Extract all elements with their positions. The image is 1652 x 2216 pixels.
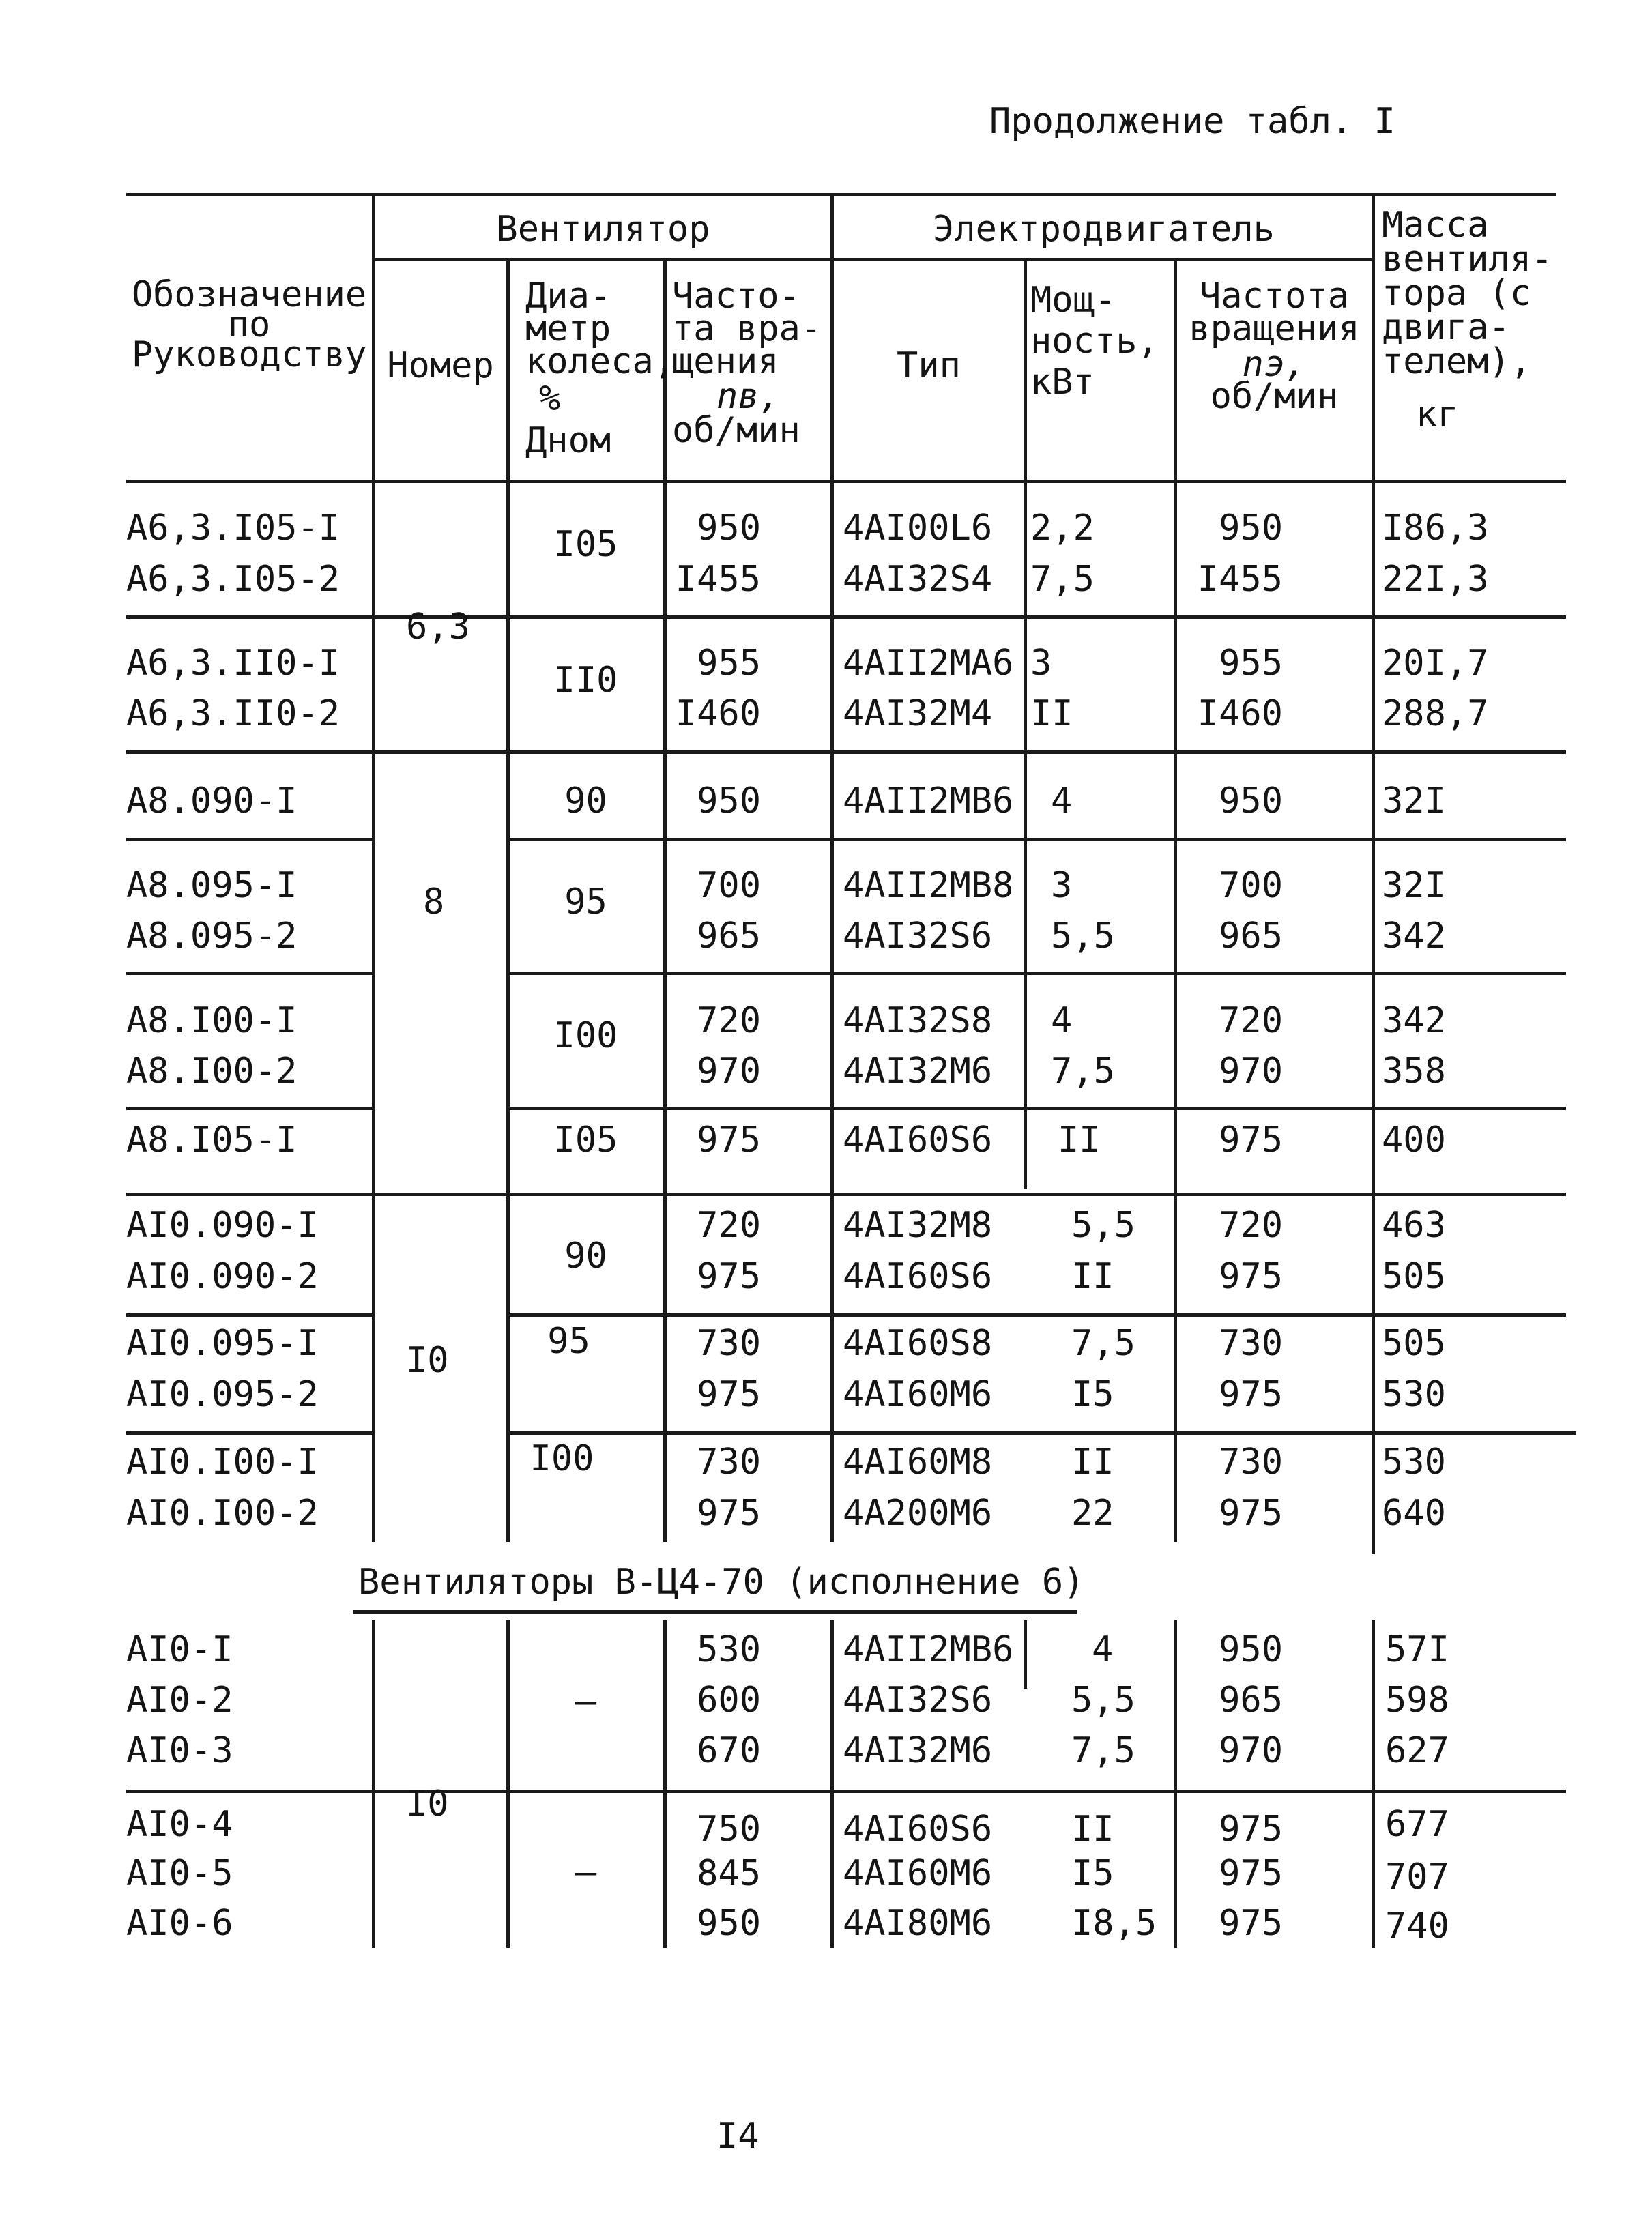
fan-speed-cell: 950 [697,1903,761,1944]
motor-speed-cell: 970 [1219,1730,1283,1771]
mass-cell: 740 [1385,1906,1449,1947]
diameter-cell: II0 [553,660,618,701]
mass-cell: 598 [1385,1680,1449,1721]
row-group-rule [126,972,375,975]
motor-speed-cell: 975 [1219,1120,1283,1161]
mass-cell: 505 [1382,1323,1446,1364]
col-rule [372,196,375,1542]
designation-cell: А8.090-I [126,781,298,821]
mass-cell: 463 [1382,1205,1446,1246]
diameter-dash: — [575,1681,597,1722]
designation-cell: АI0.095-2 [126,1374,319,1415]
header-motor-group: Электродвигатель [933,209,1275,250]
motor-speed-cell: 950 [1219,781,1283,821]
power-cell: 4 [1051,781,1073,821]
header-bottom-rule [126,480,1566,483]
motor-speed-cell: 970 [1219,1051,1283,1092]
mass-cell: 22I,3 [1382,559,1489,600]
page-number: I4 [716,2116,759,2157]
header-diameter-percent: % [539,378,561,419]
designation-cell: А6,3.I05-2 [126,559,340,600]
diameter-cell: I05 [553,1120,618,1161]
motor-type-cell: 4АI32S8 [843,1000,993,1041]
motor-type-cell: 4АI60М6 [843,1853,993,1894]
designation-cell: АI0-3 [126,1730,233,1771]
power-cell: I8,5 [1071,1903,1157,1944]
motor-speed-cell: 975 [1219,1493,1283,1534]
header-mass-unit: кг [1416,394,1459,435]
motor-speed-cell: 965 [1219,916,1283,957]
fan-speed-cell: 700 [697,865,761,906]
mass-cell: 358 [1382,1051,1446,1092]
mass-cell: 400 [1382,1120,1446,1161]
power-cell: 7,5 [1071,1323,1135,1364]
motor-speed-cell: 730 [1219,1442,1283,1483]
mass-cell: 342 [1382,916,1446,957]
section-title-underline [353,1610,1077,1614]
designation-cell: А8.I00-I [126,1000,298,1041]
diameter-cell: I05 [553,524,618,565]
power-cell: II [1071,1442,1114,1483]
fan-speed-cell: 730 [697,1442,761,1483]
row-group-rule [126,1790,1566,1793]
table-top-rule [126,193,1556,196]
col-rule [506,1620,510,1948]
fan-speed-cell: 975 [697,1256,761,1297]
motor-type-cell: 4АII2МВ6 [843,1629,1014,1670]
mass-cell: 677 [1385,1804,1449,1845]
motor-speed-cell: 720 [1219,1000,1283,1041]
motor-type-cell: 4АII2МВ6 [843,781,1014,821]
power-cell: 7,5 [1030,559,1095,600]
col-rule [830,1620,834,1948]
designation-cell: АI0-I [126,1629,233,1670]
power-cell: 5,5 [1051,916,1115,957]
designation-cell: АI0-5 [126,1853,233,1894]
motor-speed-cell: 720 [1219,1205,1283,1246]
motor-type-cell: 4АI32S6 [843,1680,993,1721]
designation-cell: АI0.090-I [126,1205,319,1246]
row-group-rule [506,1431,1576,1435]
motor-type-cell: 4А200М6 [843,1493,993,1534]
designation-cell: АI0.090-2 [126,1256,319,1297]
motor-type-cell: 4АI60S6 [843,1256,993,1297]
fan-speed-cell: 750 [697,1809,761,1850]
header-fan-speed: Часто- та вра- щения [672,276,822,382]
motor-type-cell: 4АI32М6 [843,1051,993,1092]
row-group-rule [126,838,375,841]
designation-cell: АI0-6 [126,1903,233,1944]
header-diameter-symbol: Дном [525,420,611,461]
header-fan-group: Вентилятор [496,209,710,250]
header-motor-speed-unit: об/мин [1210,376,1339,417]
power-cell: 4 [1051,1000,1073,1041]
fan-number-a10: I0 [406,1340,449,1381]
row-group-rule [126,1193,1566,1196]
power-cell: II [1030,693,1073,734]
designation-cell: АI0.I00-I [126,1442,319,1483]
col-rule [1174,1620,1177,1948]
fan-speed-cell: 970 [697,1051,761,1092]
table-caption: Продолжение табл. I [989,101,1395,142]
fan-speed-cell: I460 [675,693,761,734]
power-cell: 4 [1092,1629,1114,1670]
motor-type-cell: 4АI80М6 [843,1903,993,1944]
motor-speed-cell: I460 [1197,693,1283,734]
motor-speed-cell: 950 [1219,1629,1283,1670]
motor-type-cell: 4АI60М6 [843,1374,993,1415]
fan-number-a8: 8 [423,881,445,922]
section-title: Вентиляторы В-Ц4-70 (исполнение 6) [358,1562,1085,1603]
designation-cell: АI0-4 [126,1804,233,1845]
header-fan-speed-symbol: nв, [716,376,781,417]
motor-type-cell: 4АI00L6 [843,508,993,549]
row-group-rule [126,1107,375,1110]
fan-speed-cell: 600 [697,1680,761,1721]
mass-cell: 505 [1382,1256,1446,1297]
fan-speed-cell: 965 [697,916,761,957]
row-group-rule [126,1431,375,1435]
diameter-cell: 90 [564,781,607,821]
motor-type-cell: 4АII2МВ8 [843,865,1014,906]
mass-cell: 288,7 [1382,693,1489,734]
fan-speed-cell: 530 [697,1629,761,1670]
motor-type-cell: 4АI60S6 [843,1120,993,1161]
col-rule [1024,1620,1027,1689]
row-group-rule [126,1313,375,1317]
designation-cell: А8.I05-I [126,1120,298,1161]
motor-type-cell: 4АII2МА6 [843,643,1014,684]
header-fan-speed-unit: об/мин [672,410,800,451]
fan-speed-cell: 720 [697,1000,761,1041]
motor-speed-cell: 700 [1219,865,1283,906]
designation-cell: А8.095-2 [126,916,298,957]
motor-speed-cell: I455 [1197,559,1283,600]
power-cell: I5 [1071,1374,1114,1415]
diameter-dash: — [575,1852,597,1893]
mass-cell: 20I,7 [1382,643,1489,684]
motor-type-cell: 4АI32М4 [843,693,993,734]
fan-speed-cell: 950 [697,781,761,821]
header-fan-number: Номер [387,345,494,386]
header-mass: Масса вентиля- тора (с двига- телем), [1382,205,1553,382]
designation-cell: АI0.095-I [126,1323,319,1364]
fan-speed-cell: 975 [697,1493,761,1534]
mass-cell: 342 [1382,1000,1446,1041]
col-rule [1024,261,1027,1189]
col-rule [663,1620,667,1948]
fan-speed-cell: 845 [697,1853,761,1894]
motor-speed-cell: 965 [1219,1680,1283,1721]
designation-cell: А8.095-I [126,865,298,906]
header-motor-speed-symbol: nэ, [1242,344,1307,385]
motor-speed-cell: 730 [1219,1323,1283,1364]
row-group-rule [126,750,1566,754]
power-cell: II [1058,1120,1101,1161]
fan-speed-cell: 720 [697,1205,761,1246]
motor-type-cell: 4АI32S6 [843,916,993,957]
motor-speed-cell: 975 [1219,1374,1283,1415]
mass-cell: 707 [1385,1856,1449,1897]
fan-speed-cell: 670 [697,1730,761,1771]
header-fan-diameter: Диа- метр колеса, [525,276,676,382]
header-motor-power: Мощ- ность, кВт [1030,280,1159,403]
designation-cell: А8.I00-2 [126,1051,298,1092]
diameter-cell: I00 [530,1438,594,1479]
mass-cell: 530 [1382,1442,1446,1483]
mass-cell: 640 [1382,1493,1446,1534]
power-cell: 7,5 [1071,1730,1135,1771]
mass-cell: 530 [1382,1374,1446,1415]
designation-cell: А6,3.II0-2 [126,693,340,734]
power-cell: 2,2 [1030,508,1095,549]
header-group-rule-motor [832,258,1375,261]
col-rule [372,1620,375,1948]
motor-type-cell: 4АI60М8 [843,1442,993,1483]
power-cell: 7,5 [1051,1051,1115,1092]
fan-number-section2: I0 [406,1783,449,1824]
motor-speed-cell: 975 [1219,1256,1283,1297]
col-rule [1372,1620,1375,1948]
motor-type-cell: 4АI60S6 [843,1809,993,1850]
fan-number-a63: 6,3 [406,607,470,647]
header-group-rule-fan [374,258,832,261]
designation-cell: АI0.I00-2 [126,1493,319,1534]
designation-cell: АI0-2 [126,1680,233,1721]
designation-cell: А6,3.I05-I [126,508,340,549]
power-cell: 22 [1071,1493,1114,1534]
diameter-cell: 95 [547,1321,590,1362]
fan-speed-cell: 975 [697,1374,761,1415]
power-cell: I5 [1071,1853,1114,1894]
motor-speed-cell: 975 [1219,1853,1283,1894]
motor-speed-cell: 950 [1219,508,1283,549]
mass-cell: 32I [1382,865,1446,906]
diameter-cell: 95 [564,881,607,922]
mass-cell: I86,3 [1382,508,1489,549]
diameter-cell: I00 [553,1015,618,1056]
col-rule [1372,196,1375,1554]
fan-speed-cell: 955 [697,643,761,684]
header-motor-type: Тип [897,345,961,386]
fan-speed-cell: 730 [697,1323,761,1364]
motor-type-cell: 4АI32М6 [843,1730,993,1771]
power-cell: II [1071,1256,1114,1297]
mass-cell: 57I [1385,1629,1449,1670]
fan-speed-cell: I455 [675,559,761,600]
motor-type-cell: 4АI60S8 [843,1323,993,1364]
power-cell: 5,5 [1071,1205,1135,1246]
designation-cell: А6,3.II0-I [126,643,340,684]
motor-speed-cell: 955 [1219,643,1283,684]
col-rule [830,196,834,1542]
motor-type-cell: 4АI32М8 [843,1205,993,1246]
power-cell: 5,5 [1071,1680,1135,1721]
motor-type-cell: 4АI32S4 [843,559,993,600]
header-motor-speed: Частота вращения [1189,276,1360,349]
power-cell: II [1071,1809,1114,1850]
row-group-rule [502,615,1566,619]
mass-cell: 32I [1382,781,1446,821]
motor-speed-cell: 975 [1219,1809,1283,1850]
fan-speed-cell: 950 [697,508,761,549]
power-cell: 3 [1051,865,1073,906]
mass-cell: 627 [1385,1730,1449,1771]
motor-speed-cell: 975 [1219,1903,1283,1944]
header-designation: Обозначение по Руководству [131,274,367,375]
fan-speed-cell: 975 [697,1120,761,1161]
power-cell: 3 [1030,643,1052,684]
diameter-cell: 90 [564,1236,607,1277]
